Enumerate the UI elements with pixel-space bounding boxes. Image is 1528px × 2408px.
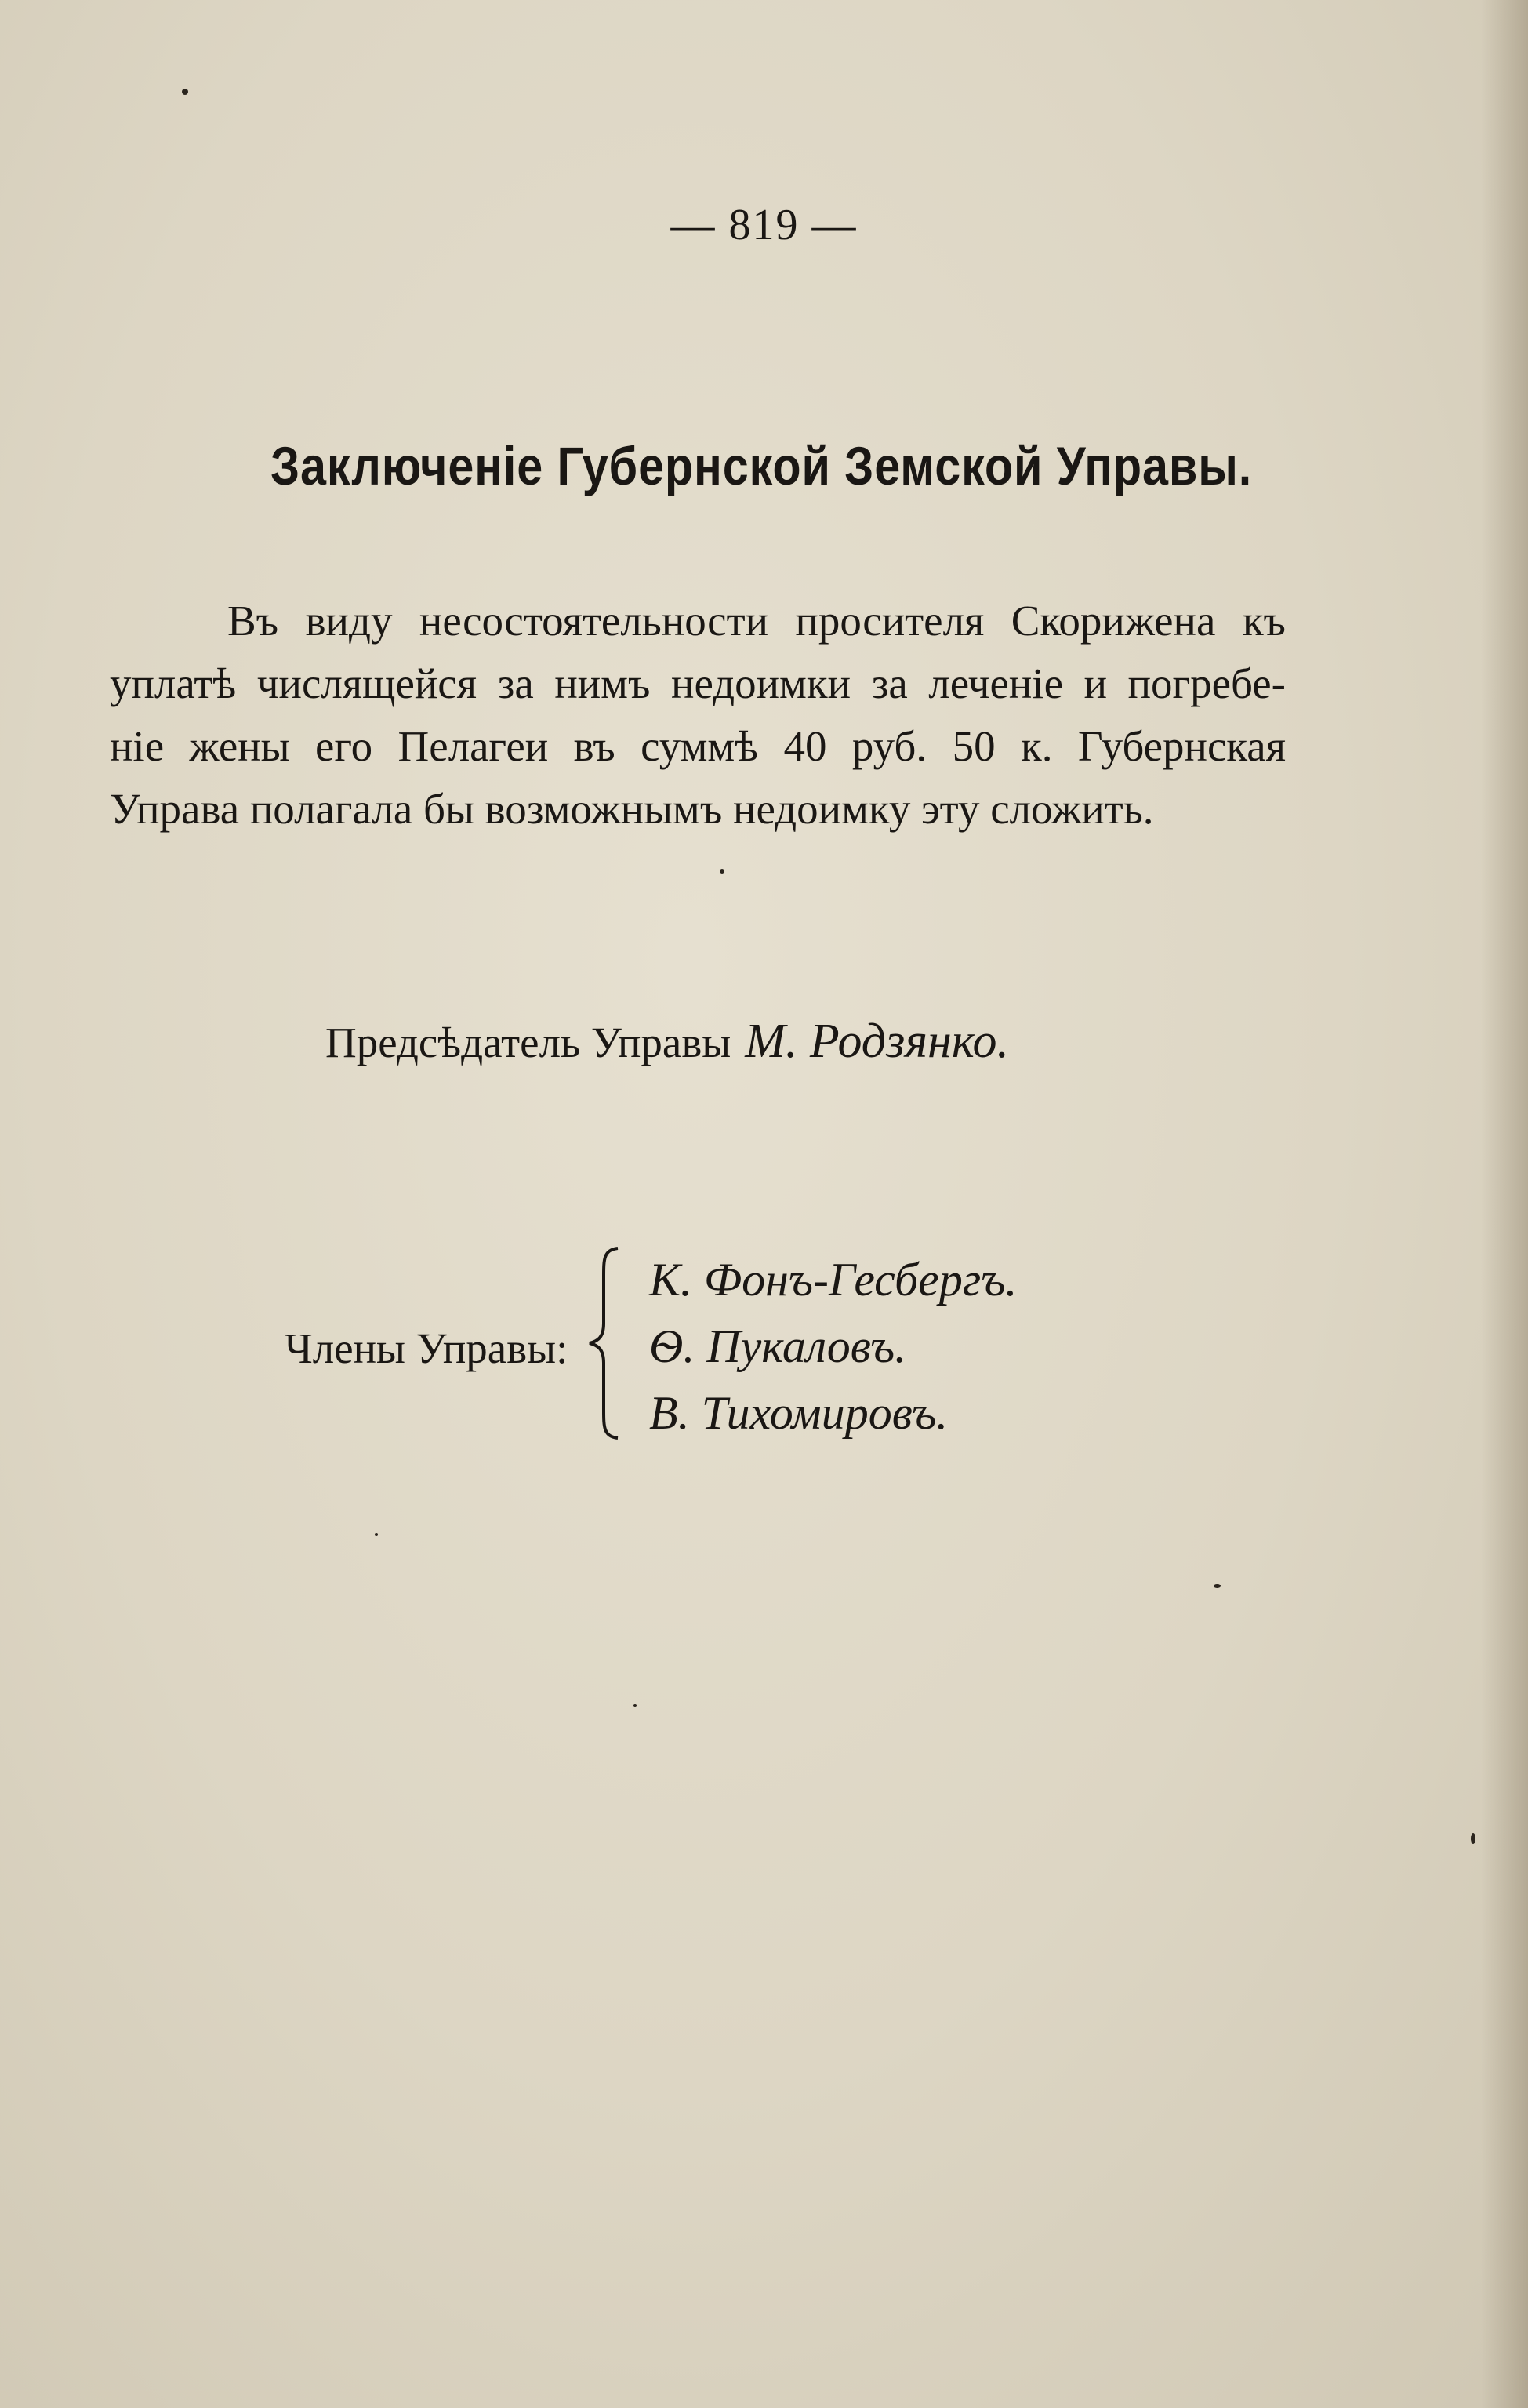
member-name: В. Тихомировъ.: [649, 1387, 949, 1439]
ink-speck: [633, 1704, 637, 1707]
paragraph-line: уплатѣ числящейся за нимъ недоимки за леченіе и погребе-: [110, 659, 1286, 707]
ink-speck: [1471, 1833, 1475, 1844]
curly-brace: [586, 1245, 621, 1441]
chairman-signature-line: [325, 1014, 1009, 1070]
members-label: Члены Управы:: [285, 1324, 568, 1372]
member-name: Ѳ. Пукаловъ.: [649, 1320, 907, 1372]
chairman-label: Предсѣдатель Управы: [325, 1019, 731, 1066]
chairman-name: М. Родзянко.: [745, 1015, 1009, 1068]
paragraph-line: Управа полагала бы возможнымъ недоимку эту сложить.: [110, 785, 1154, 833]
ink-speck: [720, 869, 724, 874]
ink-speck: [182, 89, 188, 95]
ink-speck: [375, 1533, 378, 1536]
conclusion-paragraph: [110, 590, 1286, 841]
ink-speck: [1214, 1584, 1221, 1588]
paragraph-line: Въ виду несостоятельности просителя Скорижена къ: [227, 597, 1286, 645]
member-name: К. Фонъ-Гесбергъ.: [649, 1254, 1018, 1306]
paragraph-line: ніе жены его Пелагеи въ суммѣ 40 руб. 50 к. Губернская: [110, 722, 1286, 770]
page-edge-shadow: [1481, 0, 1528, 2408]
page-number: — 819 —: [670, 201, 858, 249]
members-list: [649, 1247, 1017, 1447]
section-title: Заключеніе Губернской Земской Управы.: [270, 436, 1253, 496]
